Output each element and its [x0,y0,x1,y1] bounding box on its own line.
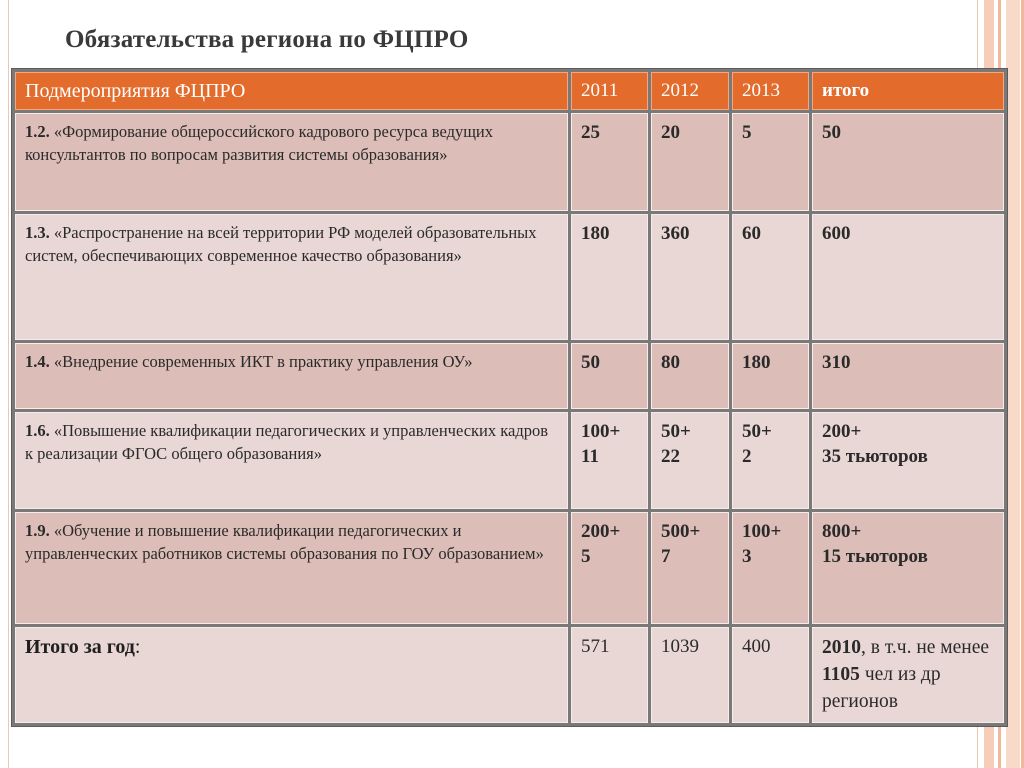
row-description [15,343,568,409]
row-number: 1.9. [25,521,50,540]
column-header-name: Подмероприятия ФЦПРО [15,72,568,110]
fcpro-table [12,69,1007,726]
cell-2011: 50 [571,343,648,409]
cell-2013: 5 [732,113,809,211]
table-row [15,512,1004,624]
cell-2011: 100+ 11 [571,412,648,509]
cell-2012: 20 [651,113,729,211]
cell-2012: 80 [651,343,729,409]
grand-total-cell [812,627,1004,723]
row-description [15,214,568,340]
cell-2013: 50+ 2 [732,412,809,509]
row-description [15,412,568,509]
cell-2011: 200+ 5 [571,512,648,624]
grand-total-min-value: 1105 [822,664,860,685]
cell-total: 200+ 35 тьюторов [812,412,1004,509]
table-row [15,214,1004,340]
row-description [15,512,568,624]
cell-total: 50 [812,113,1004,211]
row-number: 1.4. [25,352,50,371]
total-label-colon: : [134,636,141,658]
decorative-stripe [1006,0,1020,768]
cell-2013: 60 [732,214,809,340]
column-header-total: итого [812,72,1004,110]
cell-2012: 50+ 22 [651,412,729,509]
table-row-total [15,627,1004,723]
row-text: «Повышение квалификации педагогических и управленческих кадров к реализации ФГОС общего образования» [25,421,549,463]
row-text: «Распространение на всей территории РФ моделей образовательных систем, обеспечивающих современное качество образования» [25,223,537,265]
row-number: 1.6. [25,421,50,440]
total-label-cell [15,627,568,723]
cell-2013: 100+ 3 [732,512,809,624]
column-header-2013: 2013 [732,72,809,110]
table-row [15,113,1004,211]
column-header-2012: 2012 [651,72,729,110]
total-label: Итого за год [25,636,135,658]
row-text: «Формирование общероссийского кадрового ресурса ведущих консультантов по вопросам развития системы образования» [25,122,494,164]
grand-total-value: 2010 [822,637,861,658]
cell-2011: 25 [571,113,648,211]
page-title: Обязательства региона по ФЦПРО [65,26,469,53]
total-2011: 571 [571,627,648,723]
row-number: 1.2. [25,122,50,141]
cell-2012: 500+ 7 [651,512,729,624]
cell-2013: 180 [732,343,809,409]
cell-total: 800+ 15 тьюторов [812,512,1004,624]
row-text: «Внедрение современных ИКТ в практику управления ОУ» [49,352,473,371]
cell-2012: 360 [651,214,729,340]
column-header-2011: 2011 [571,72,648,110]
table-row [15,412,1004,509]
row-text: «Обучение и повышение квалификации педагогических и управленческих работников системы образования по ГОУ образованием» [25,521,544,563]
cell-total: 310 [812,343,1004,409]
cell-2011: 180 [571,214,648,340]
total-2012: 1039 [651,627,729,723]
grand-total-rest: чел из др регионов [822,664,941,712]
total-2013: 400 [732,627,809,723]
grand-total-mid: , в т.ч. не менее [861,637,990,658]
table-row [15,343,1004,409]
row-number: 1.3. [25,223,50,242]
row-description [15,113,568,211]
table-header-row [15,72,1004,110]
cell-total: 600 [812,214,1004,340]
